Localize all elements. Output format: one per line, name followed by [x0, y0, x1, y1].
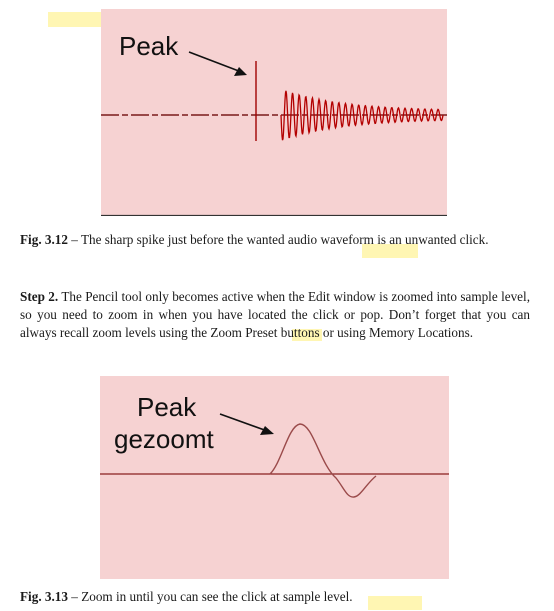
caption-label: Fig. 3.12: [20, 232, 68, 247]
caption-text: – Zoom in until you can see the click at sample level.: [68, 589, 353, 604]
peak-annotation-line2: gezoomt: [114, 424, 214, 454]
highlight-mark: [48, 12, 104, 27]
body-paragraph: [20, 288, 530, 342]
peak-annotation-line1: Peak: [137, 392, 197, 422]
step-label: Step 2.: [20, 289, 59, 304]
waveform-figure-zoomed: [100, 376, 449, 579]
figure-caption: [20, 231, 530, 249]
figure-caption: [20, 588, 530, 606]
paragraph-text: The Pencil tool only becomes active when the Edit window is zoomed into sample level, so you need to zoom in when you have located the click or pop. Don’t forget that you can always recall zoom levels using the Zoom Preset buttons or using Memory Locations.: [20, 289, 530, 340]
waveform-figure-click: [101, 9, 447, 216]
caption-label: Fig. 3.13: [20, 589, 68, 604]
caption-text: – The sharp spike just before the wanted audio waveform is an unwanted click.: [68, 232, 489, 247]
peak-annotation: Peak: [119, 31, 179, 61]
